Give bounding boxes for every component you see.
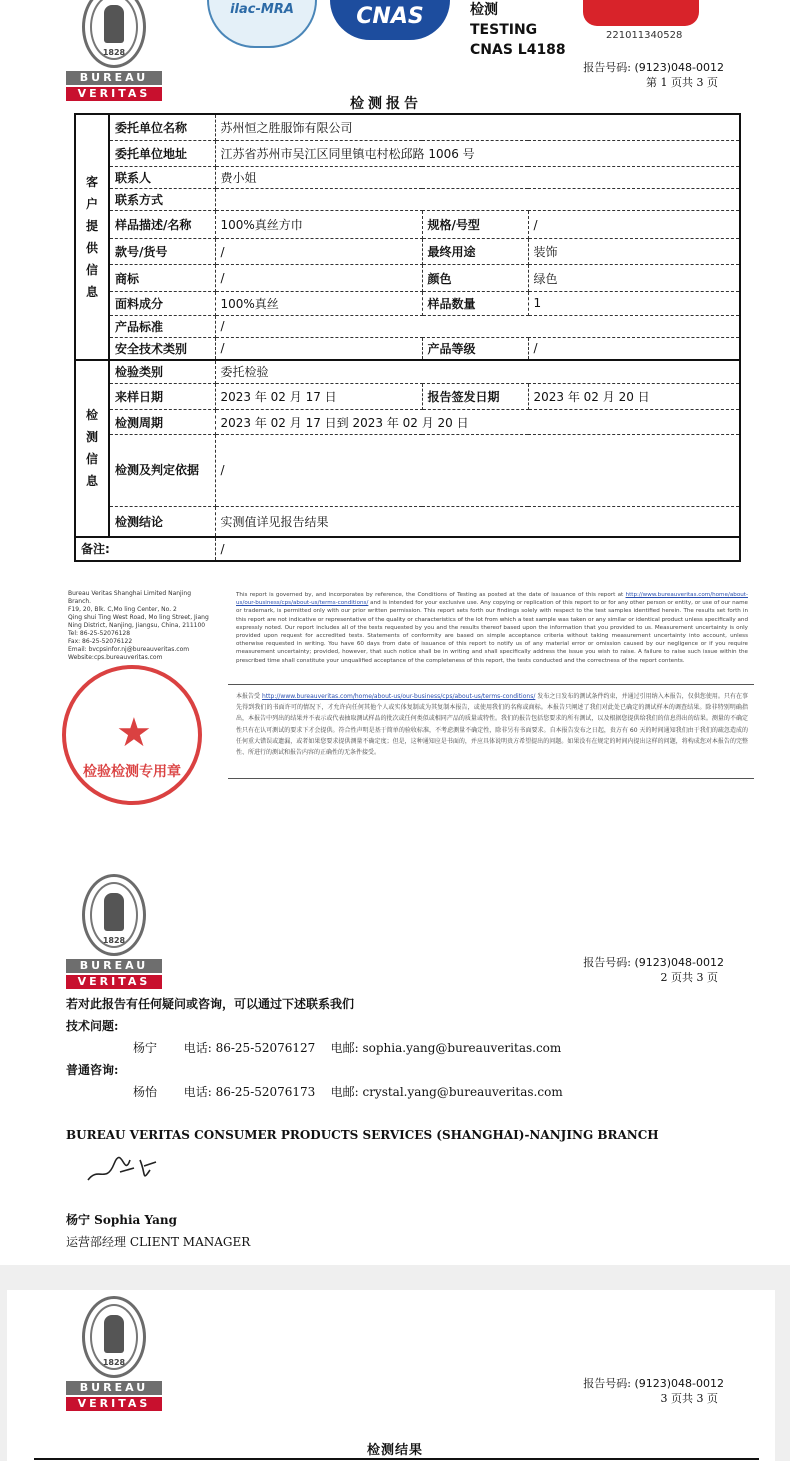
report-page-3 — [7, 1290, 775, 1461]
report-title: 检测报告 — [350, 96, 422, 112]
official-seal-stamp: ★ 检验检测专用章 — [62, 665, 202, 805]
bv-seal-icon: 1828 — [82, 0, 146, 68]
general-label: 普通咨询: — [66, 1063, 119, 1077]
star-icon: ★ — [116, 710, 152, 756]
logo-top-band: BUREAU — [66, 71, 162, 85]
cnas-accreditation-text: 检测 TESTING CNAS L4188 — [470, 2, 566, 58]
cma-number: 221011340528 — [606, 30, 683, 41]
report-page-1 — [0, 0, 790, 578]
ilac-mra-logo: ilac-MRA — [207, 0, 317, 48]
logo-bottom-band: VERITAS — [66, 87, 162, 101]
signer-name: 杨宁 Sophia Yang — [66, 1213, 178, 1227]
results-table-top-border — [34, 1458, 759, 1460]
remarks-label: 备注: — [75, 537, 215, 561]
company-name: BUREAU VERITAS CONSUMER PRODUCTS SERVICES (SHANGHAI)-NANJING BRANCH — [66, 1128, 659, 1142]
tech-label: 技术问题: — [66, 1019, 119, 1033]
bv-seal-icon: 1828 — [82, 874, 146, 956]
terms-chinese: 本报告受 http://www.bureauveritas.com/home/about-us/our-business/cps/about-us/terms-conditions/ 发布之日发布的测试条件约束，并通过引用纳入本报告，仅供您使用。只有在事先得到我们的书面许可的情况下，才允许向任何其他个人或实体复制或为其复制本报告，或使用我们的名称或商标。本报告只阐述了我们对此处已确定的测试样本的调查结果。除非特别明确指出，本报告中列出的结果并不表示或代表抽取测试样品的批次或任何类似或相同产品的质量或特性。我们的报告包括您要求的所有测试，以及根据您提供给我们的信息得出的结果。测量的不确定性只有在认可测试的要求下才会提供。符合性声明是基于简单的验收标准，不考虑测量不确定性，除非另有书面要求。自本报告发布之日起，贵方有 60 天的时间通知我们由于我们的疏忽造成的任何重大错误或遗漏，或者如果您要求提供测量不确定度；但是，这种通知应是书面的，并应具体说明贵方希望提出的问题。如果没有在规定的时间内提出这样的问题，将构成您对本报告的完整性、所进行的测试和报告内容的正确性的无条件接受。 — [236, 693, 748, 757]
general-contact: 杨怡 电话: 86-25-52076173 电邮: crystal.yang@bureauveritas.com — [133, 1085, 563, 1099]
cnas-logo: CNAS — [330, 0, 450, 40]
divider — [228, 684, 754, 685]
cma-logo — [583, 0, 699, 26]
general-email[interactable]: crystal.yang@bureauveritas.com — [362, 1085, 563, 1099]
lab-address: Bureau Veritas Shanghai Limited Nanjing Branch. F19, 20, Blk. C,Mo ling Center, No. 2 Qing shui Ting West Road, Mo ling Street, Jiang Ning District, Nanjing, Jiangsu, China, 211100 Tel: 86-25-52076128 Fax: 86-25-52076122 Email: bvcpsinfor.nj@bureauveritas.com Website:cps.bureauveritas.com — [68, 590, 209, 661]
results-title: 检测结果 — [367, 1443, 424, 1458]
tech-email[interactable]: sophia.yang@bureauveritas.com — [362, 1041, 562, 1055]
report-number-block: 报告号码: (9123)048-0012 第 1 页共 3 页 — [583, 61, 724, 89]
remarks-value: / — [215, 537, 740, 561]
bv-seal-icon: 1828 — [82, 1296, 146, 1378]
report-info-table: 客户提供信息 委托单位名称 苏州恒之胜服饰有限公司 委托单位地址 江苏省苏州市吴江区同里镇屯村松邱路 1006 号 联系人 费小姐 联系方式 样品描述/名称 100%真丝方巾 规格/号型 / 款号/货号 / 最终用途 装饰 商标 / 颜色 绿色 面料成分 100%真丝 样品数量 1 产品标准 / 安全技术类别 / 产品等级 / 检测信息 检验类别 委托检验 来样日期 2023 年 02 月 17 日 报告签发日期 2023 年 02 月 20 日 检测周期 2023 年 02 月 17 日到 2023 年 02 月 20 日 检测及判定依据 / 检测结论 实测值详见报告结果 备注: / — [74, 113, 741, 562]
terms-link-en[interactable]: http://www.bureauveritas.com/home/about-us/our-business/cps/about-us/terms-conditions/ — [236, 592, 748, 607]
report-page-2 — [0, 810, 790, 1265]
divider — [228, 778, 754, 779]
bureau-veritas-logo: 1828 BUREAU VERITAS — [66, 1296, 162, 1411]
terms-link-cn[interactable]: http://www.bureauveritas.com/home/about-us/our-business/cps/about-us/terms-conditions/ — [262, 693, 536, 700]
bureau-veritas-logo — [66, 0, 162, 101]
handwritten-signature — [84, 1148, 164, 1188]
tech-contact: 杨宁 电话: 86-25-52076127 电邮: sophia.yang@bureauveritas.com — [133, 1041, 562, 1055]
signer-title: 运营部经理 CLIENT MANAGER — [66, 1235, 251, 1249]
report-number-block: 报告号码: (9123)048-0012 2 页共 3 页 — [583, 956, 724, 984]
report-number-block: 报告号码: (9123)048-0012 3 页共 3 页 — [583, 1377, 724, 1405]
test-section-label: 检测信息 — [75, 360, 109, 537]
client-section-label: 客户提供信息 — [75, 114, 109, 360]
bureau-veritas-logo: 1828 BUREAU VERITAS — [66, 874, 162, 989]
terms-english: This report is governed by, and incorporates by reference, the Conditions of Testing as posted at the date of issuance of this report at http://www.bureauveritas.com/home/about-us/our-business/cps/about-us/terms-conditions/ and is intended for your exclusive use. Any copying or replication of this report to or for any other person or entity, or use of our name or trademark, is permitted only with our prior written permission. This report sets forth our findings solely with respect to the test samples identified herein. The results set forth in this report are not indicative or representative of the quality or characteristics of the lot from which a test sample was taken or any similar or identical product unless specifically and expressly noted. Our report includes all of the tests requested by you and the results thereof based upon the information that you provided to us. Measurement uncertainty is only provided upon request for accredited tests. Statements of conformity are based on simple acceptance criteria without taking measurement uncertainty into account, unless otherwise requested in writing. You have 60 days from date of issuance of this report to notify us of any material error or omission caused by our negligence or if you require measurement uncertainty; provided, however, that such notice shall be in writing and shall specifically address the issue you wish to raise. A failure to raise such issue within the prescribed time shall constitute your unqualified acceptance of the completeness of this report, the tests conducted and the correctness of the report contents. — [236, 592, 748, 664]
report-page-1-footer — [0, 578, 790, 810]
contact-heading: 若对此报告有任何疑问或咨询，可以通过下述联系我们 — [66, 997, 355, 1011]
